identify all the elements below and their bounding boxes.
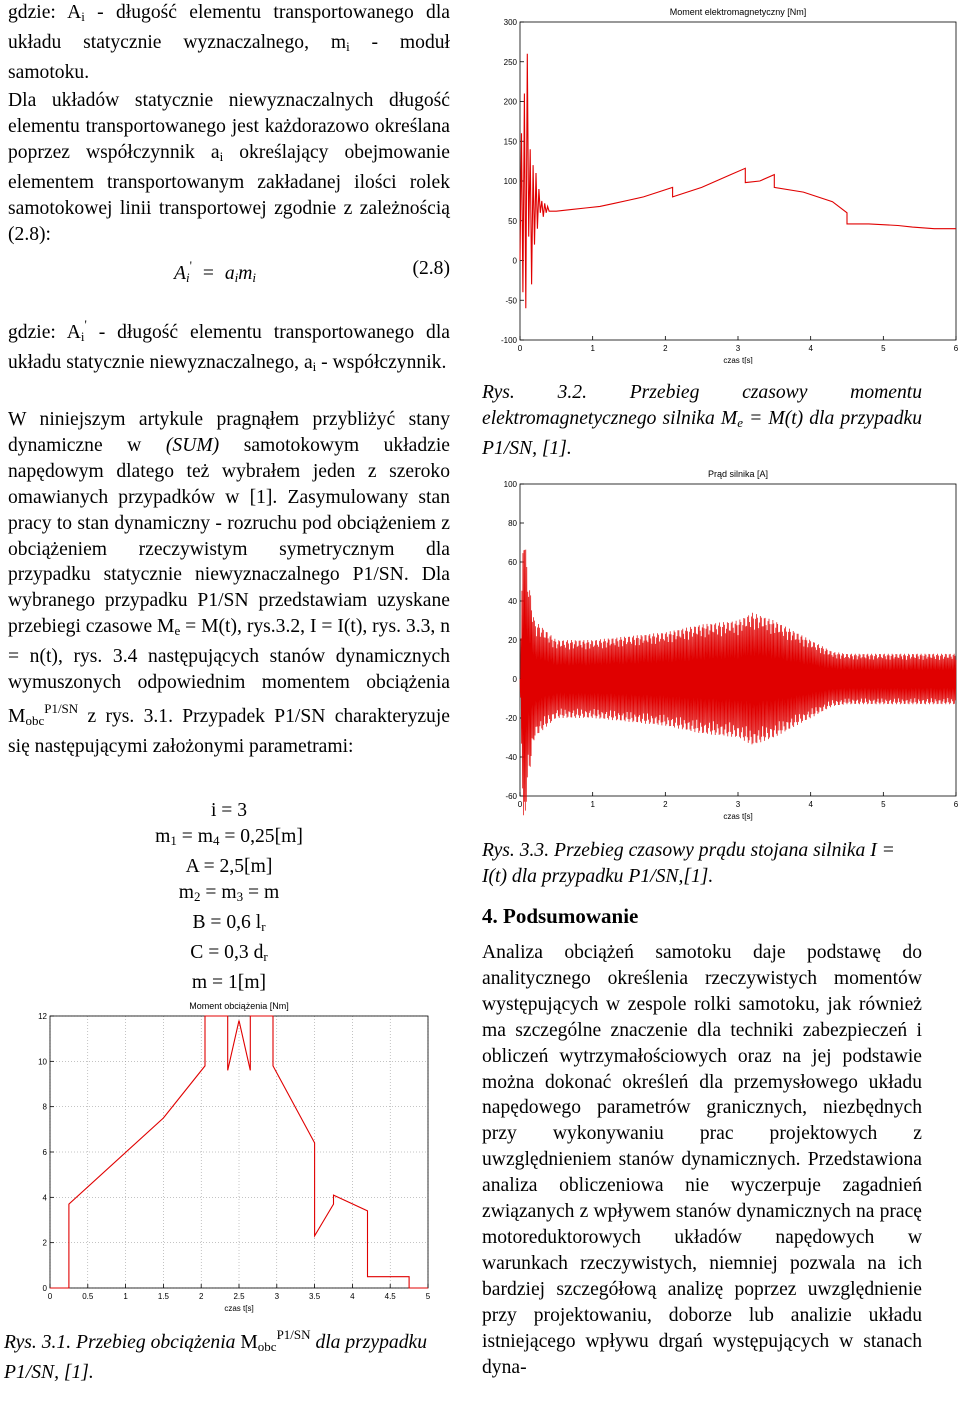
y-tick-label: 40 xyxy=(508,597,517,606)
parameter-line: i = 3 xyxy=(210,800,248,821)
x-tick-label: 4 xyxy=(350,1292,355,1301)
x-tick-label: 4 xyxy=(808,344,813,353)
x-tick-label: 6 xyxy=(953,800,959,809)
y-tick-label: 8 xyxy=(42,1102,47,1112)
y-tick-label: 60 xyxy=(508,558,517,567)
paragraph-ai-prime-definition: gdzie: $A_i'$ - długość elementu transportowanego dla układu statycznie niewyznaczalnego, $a_i$ - współczynnik. xyxy=(8,317,450,374)
y-tick-label: 100 xyxy=(503,177,517,186)
y-tick-label: 12 xyxy=(38,1012,47,1021)
series-line xyxy=(517,550,956,816)
y-tick-label: 200 xyxy=(503,97,517,107)
y-tick-label: 20 xyxy=(508,636,517,645)
x-tick-label: 0 xyxy=(517,800,523,809)
figure-3-3-current-chart xyxy=(498,464,960,826)
x-tick-label: 2 xyxy=(198,1292,204,1301)
x-tick-label: 3 xyxy=(735,344,741,353)
series-line xyxy=(520,54,956,308)
x-tick-label: 1 xyxy=(590,344,595,353)
chart-title: Moment elektromagnetyczny [Nm] xyxy=(669,7,807,17)
y-tick-label: 0 xyxy=(42,1284,47,1293)
x-tick-label: 3 xyxy=(735,800,741,809)
parameter-line: C = 0,3 $d_r$ xyxy=(190,942,268,964)
y-tick-label: 6 xyxy=(42,1148,47,1157)
x-tick-label: 2.5 xyxy=(233,1292,245,1301)
section-heading: 4. Podsumowanie xyxy=(482,904,639,928)
y-tick-label: -50 xyxy=(505,296,517,306)
x-tick-label: 1 xyxy=(590,800,595,809)
paragraph-ai-definition: gdzie: $A_i$ - długość elementu transportowanego dla układu statycznie wyznaczalnego, $m_i$ - moduł samotoku. xyxy=(8,2,450,83)
y-tick-label: 100 xyxy=(503,480,517,489)
x-tick-label: 0 xyxy=(47,1292,53,1301)
chart-title: Prąd silnika [A] xyxy=(707,469,769,479)
parameter-list xyxy=(8,798,450,996)
x-tick-label: 5 xyxy=(881,344,886,353)
parameter-line: B = 0,6 $l_r$ xyxy=(192,912,266,934)
x-tick-label: 5 xyxy=(425,1292,431,1301)
y-tick-label: -20 xyxy=(505,714,517,723)
parameter-line: A = 2,5[m] xyxy=(185,856,273,877)
equation-number: (2.8) xyxy=(412,258,450,279)
x-tick-label: 1.5 xyxy=(157,1292,169,1301)
y-tick-label: 0 xyxy=(512,675,517,684)
y-tick-label: 0 xyxy=(512,256,517,266)
caption-figure-3-2: Rys. 3.2. Przebieg czasowy momentu elektromagnetycznego silnika $M_e = M(t)$ dla przypadku P1/SN, [1]. xyxy=(482,382,923,459)
y-tick-label: -40 xyxy=(505,753,517,762)
parameter-line: $m_1 = m_4 = 0,25[m]$ xyxy=(155,826,303,848)
y-tick-label: 2 xyxy=(42,1238,47,1248)
caption-figure-3-3: Rys. 3.3. Przebieg czasowy prądu stojana silnika I = I(t) dla przypadku P1/SN,[1]. xyxy=(482,840,895,887)
x-axis-label: czas t[s] xyxy=(224,1304,254,1313)
figure-3-2-torque-chart xyxy=(498,2,960,364)
x-tick-label: 2 xyxy=(663,344,668,353)
x-tick-label: 3 xyxy=(274,1292,280,1301)
x-tick-label: 4 xyxy=(808,800,813,809)
y-tick-label: 300 xyxy=(503,18,517,27)
figure-3-1-load-chart xyxy=(28,998,432,1316)
equation-2-8: $A_i' = a_im_i$ (2.8) xyxy=(174,258,450,285)
x-tick-label: 3.5 xyxy=(309,1292,321,1301)
x-tick-label: 2 xyxy=(663,800,668,809)
y-tick-label: 10 xyxy=(38,1057,47,1067)
y-tick-label: -100 xyxy=(500,336,517,345)
paragraph-article-description: W niniejszym artykule pragnąłem przybliżyć stany dynamiczne w (SUM) samotokowym układzie napędowym dlatego też wybrałem jeden z szeroko omawianych przypadków w [1]. Zasymulowany stan pracy to stan dynamiczny - rozruchu pod obciążeniem z obciążeniem rzeczywistym symetrycznym dla przypadku statycznie niewyznaczalnego P1/SN. Dla wybranego przypadku P1/SN przedstawiam uzyskane przebiegi czasowe $M_e = M(t)$, rys.3.2, I = I(t), rys. 3.3, n = n(t), rys. 3.4 następujących stanów dynamicznych wymuszonych odpowiednim momentem obciążenia $M_{obc}^{P1/SN}$ z rys. 3.1. Przypadek P1/SN charakteryzuje się następującymi założonymi parametrami: xyxy=(8,409,451,757)
x-axis-label: czas t[s] xyxy=(723,812,753,821)
y-tick-label: 50 xyxy=(508,216,517,226)
x-tick-label: 5 xyxy=(881,800,886,809)
x-tick-label: 0.5 xyxy=(82,1292,94,1301)
chart-title: Moment obciążenia [Nm] xyxy=(189,1001,289,1011)
paragraph-summary: Analiza obciążeń samotoku daje podstawę do analitycznego określenia rzeczywistych momentów występujących w zespole rolki samotoku, jak również ma szczególne znaczenie dla techniki zabezpieczeń i obliczeń wytrzymałościowych oraz na jej podstawie można dokonać określeń dla przemysłowego układu napędowego parametrów granicznych, niezbędnych przy wykonywaniu prac projektowych z uwzględnieniem stanów dynamicznych. Przedstawiona analiza obliczeniowa nie wyczerpuje zagadnień związanych z wpływem stanów dynamicznych na pracę motoreduktorowych układów napędowych w warunkach rzeczywistych, niemniej pozwala na ich bardziej szczegółową analizę poprzez uwzględnienie przy projektowaniu, doborze lub analizie układu istniejącego wpływu drgań występujących w stanach dyna- xyxy=(482,942,922,1378)
y-tick-label: -60 xyxy=(505,792,517,801)
caption-figure-3-1: Rys. 3.1. Przebieg obciążenia $M_{obc}^{P1/SN}$ dla przypadku P1/SN, [1]. xyxy=(4,1327,428,1383)
x-tick-label: 1 xyxy=(123,1292,128,1301)
x-tick-label: 6 xyxy=(953,344,959,353)
y-tick-label: 250 xyxy=(503,57,517,67)
y-tick-label: 80 xyxy=(508,519,517,528)
paragraph-statically-indeterminate: Dla układów statycznie niewyznaczalnych długość elementu transportowanego jest każdorazowo określana poprzez współczynnik $a_i$ określający obejmowanie elementem transportowanym zakładanej ilości rolek samotokowej linii transportowej zgodnie z zależnością (2.8): xyxy=(8,90,450,245)
y-tick-label: 150 xyxy=(503,137,517,147)
plot-frame xyxy=(520,22,956,340)
x-tick-label: 4.5 xyxy=(384,1292,396,1301)
y-tick-label: 4 xyxy=(42,1193,47,1203)
parameter-line: m = 1[m] xyxy=(191,972,267,993)
parameter-line: $m_2 = m_3 = m$ xyxy=(178,882,280,904)
x-tick-label: 0 xyxy=(517,344,523,353)
x-axis-label: czas t[s] xyxy=(723,356,753,364)
